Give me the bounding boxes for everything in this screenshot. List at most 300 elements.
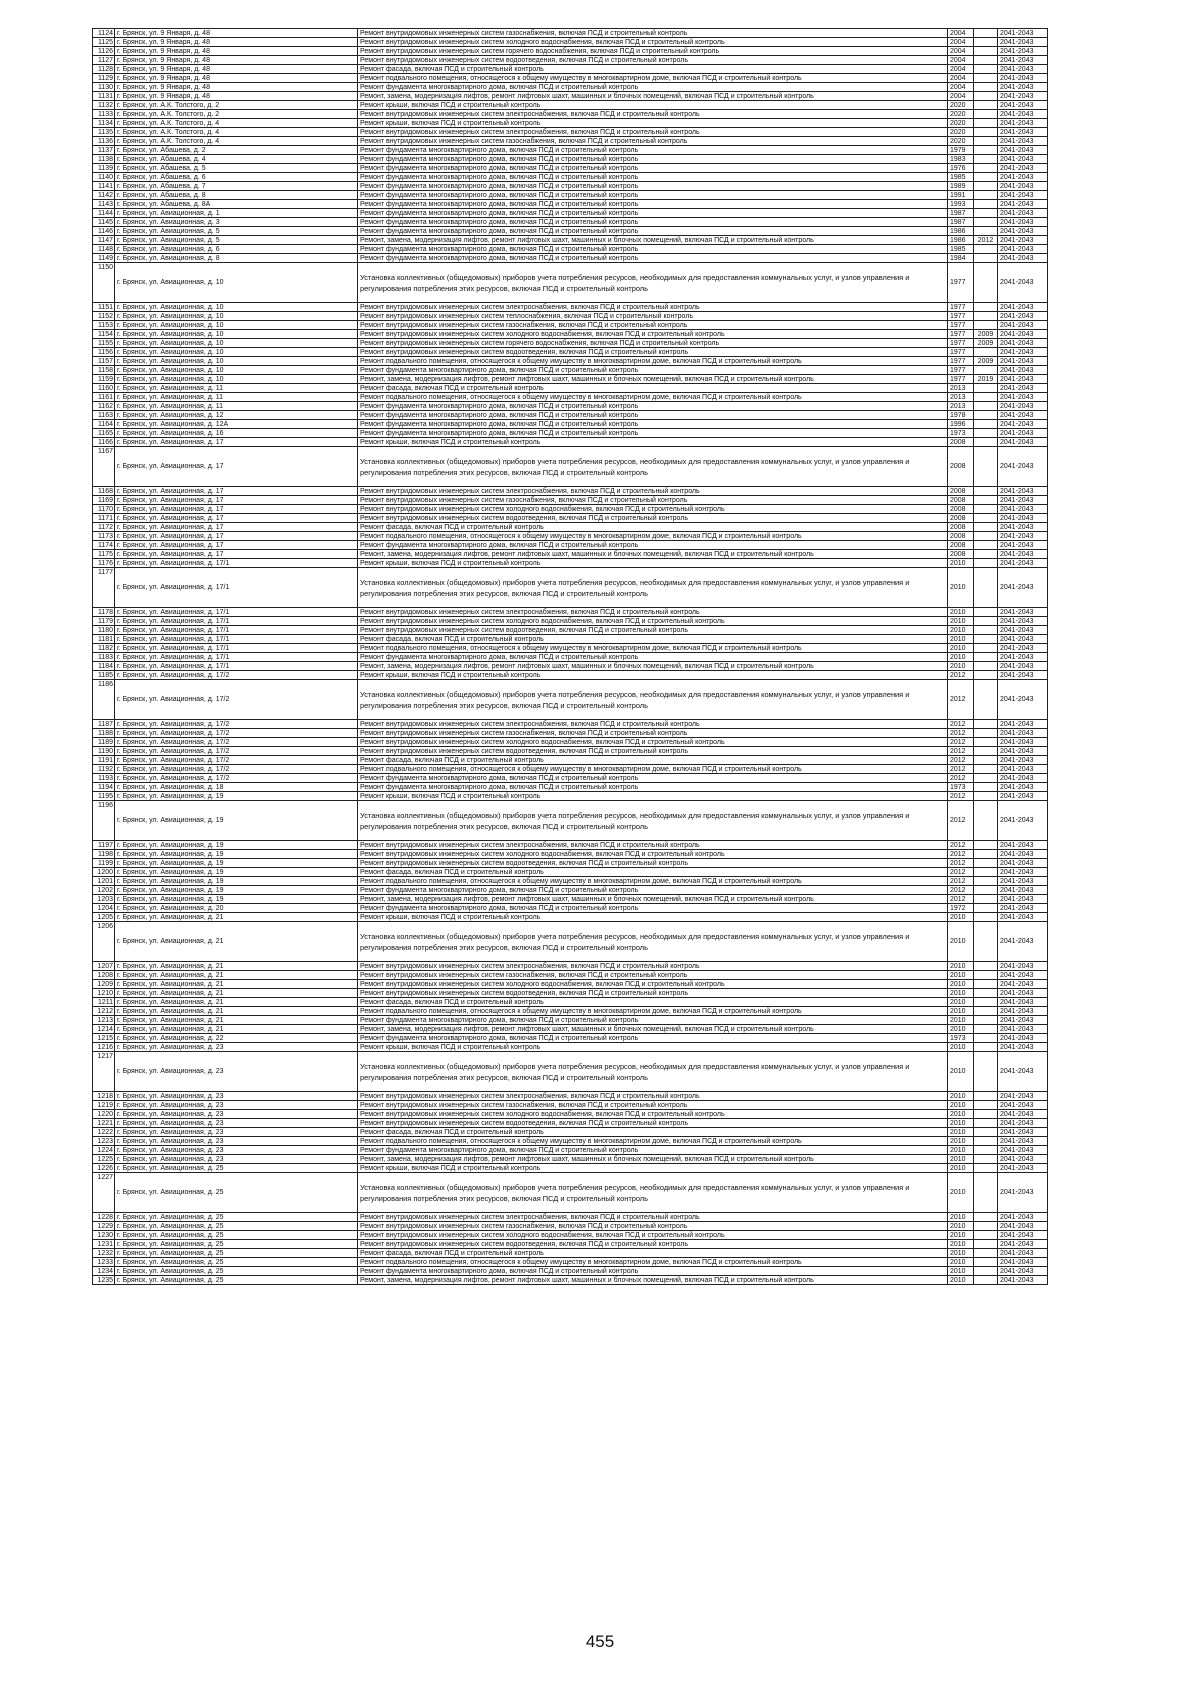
empty-cell bbox=[1048, 1007, 1145, 1016]
address-cell: г. Брянск, ул. Авиационная, д. 17/2 bbox=[115, 765, 358, 774]
prev-repair-year-cell bbox=[974, 895, 998, 904]
address-cell: г. Брянск, ул. Авиационная, д. 23 bbox=[115, 1119, 358, 1128]
address-cell: г. Брянск, ул. Авиационная, д. 23 bbox=[115, 1137, 358, 1146]
year-built-cell: 2008 bbox=[948, 496, 974, 505]
table-row bbox=[93, 110, 1145, 119]
planned-period-cell: 2041-2043 bbox=[998, 1034, 1048, 1043]
prev-repair-year-cell bbox=[974, 841, 998, 850]
planned-period-cell: 2041-2043 bbox=[998, 1231, 1048, 1240]
prev-repair-year-cell: 2009 bbox=[974, 330, 998, 339]
planned-period-cell: 2041-2043 bbox=[998, 1119, 1048, 1128]
address-cell: г. Брянск, ул. Авиационная, д. 19 bbox=[115, 886, 358, 895]
row-number: 1139 bbox=[93, 164, 115, 173]
prev-repair-year-cell bbox=[974, 671, 998, 680]
row-number: 1200 bbox=[93, 868, 115, 877]
prev-repair-year-cell: 2009 bbox=[974, 339, 998, 348]
prev-repair-year-cell bbox=[974, 420, 998, 429]
planned-period-cell: 2041-2043 bbox=[998, 1052, 1048, 1092]
work-type-cell: Ремонт фундамента многоквартирного дома, включая ПСД и строительный контроль bbox=[358, 402, 948, 411]
year-built-cell: 2004 bbox=[948, 74, 974, 83]
prev-repair-year-cell bbox=[974, 191, 998, 200]
address-cell: г. Брянск, ул. Авиационная, д. 17 bbox=[115, 550, 358, 559]
work-type-cell: Ремонт фундамента многоквартирного дома, включая ПСД и строительный контроль bbox=[358, 1267, 948, 1276]
table-row bbox=[93, 357, 1145, 366]
address-cell: г. Брянск, ул. Авиационная, д. 23 bbox=[115, 1052, 358, 1092]
address-cell: г. Брянск, ул. Авиационная, д. 20 bbox=[115, 904, 358, 913]
table-row bbox=[93, 720, 1145, 729]
planned-period-cell: 2041-2043 bbox=[998, 182, 1048, 191]
empty-cell bbox=[1048, 1128, 1145, 1137]
row-number: 1143 bbox=[93, 200, 115, 209]
year-built-cell: 1987 bbox=[948, 209, 974, 218]
work-type-cell: Ремонт внутридомовых инженерных систем водоотведения, включая ПСД и строительный контроль bbox=[358, 56, 948, 65]
work-type-cell: Ремонт фундамента многоквартирного дома, включая ПСД и строительный контроль bbox=[358, 200, 948, 209]
work-type-cell: Ремонт внутридомовых инженерных систем электроснабжения, включая ПСД и строительный контроль bbox=[358, 487, 948, 496]
work-type-cell: Ремонт внутридомовых инженерных систем электроснабжения, включая ПСД и строительный контроль bbox=[358, 962, 948, 971]
address-cell: г. Брянск, ул. Авиационная, д. 19 bbox=[115, 859, 358, 868]
year-built-cell: 2020 bbox=[948, 128, 974, 137]
work-type-cell: Ремонт фундамента многоквартирного дома, включая ПСД и строительный контроль bbox=[358, 164, 948, 173]
planned-period-cell: 2041-2043 bbox=[998, 505, 1048, 514]
table-row bbox=[93, 263, 1145, 303]
work-type-cell: Ремонт внутридомовых инженерных систем холодного водоснабжения, включая ПСД и строительный контроль bbox=[358, 1231, 948, 1240]
table-row bbox=[93, 182, 1145, 191]
empty-cell bbox=[1048, 895, 1145, 904]
prev-repair-year-cell bbox=[974, 200, 998, 209]
work-type-cell: Ремонт, замена, модернизация лифтов, ремонт лифтовых шахт, машинных и блочных помещений, включая ПСД и строительный контроль bbox=[358, 1155, 948, 1164]
planned-period-cell: 2041-2043 bbox=[998, 254, 1048, 263]
row-number: 1138 bbox=[93, 155, 115, 164]
prev-repair-year-cell bbox=[974, 227, 998, 236]
address-cell: г. Брянск, ул. Авиационная, д. 23 bbox=[115, 1110, 358, 1119]
address-cell: г. Брянск, ул. Авиационная, д. 5 bbox=[115, 227, 358, 236]
planned-period-cell: 2041-2043 bbox=[998, 747, 1048, 756]
work-type-cell: Ремонт фасада, включая ПСД и строительный контроль bbox=[358, 523, 948, 532]
row-number: 1197 bbox=[93, 841, 115, 850]
year-built-cell: 1984 bbox=[948, 254, 974, 263]
row-number: 1170 bbox=[93, 505, 115, 514]
year-built-cell: 2008 bbox=[948, 487, 974, 496]
work-type-cell: Ремонт внутридомовых инженерных систем водоотведения, включая ПСД и строительный контроль bbox=[358, 514, 948, 523]
table-row bbox=[93, 1231, 1145, 1240]
planned-period-cell: 2041-2043 bbox=[998, 904, 1048, 913]
empty-cell bbox=[1048, 1110, 1145, 1119]
row-number: 1202 bbox=[93, 886, 115, 895]
row-number: 1183 bbox=[93, 653, 115, 662]
table-row bbox=[93, 1128, 1145, 1137]
row-number: 1127 bbox=[93, 56, 115, 65]
table-row bbox=[93, 1034, 1145, 1043]
empty-cell bbox=[1048, 568, 1145, 608]
empty-cell bbox=[1048, 56, 1145, 65]
year-built-cell: 2010 bbox=[948, 989, 974, 998]
work-type-cell: Ремонт внутридомовых инженерных систем электроснабжения, включая ПСД и строительный контроль bbox=[358, 1213, 948, 1222]
prev-repair-year-cell bbox=[974, 850, 998, 859]
address-cell: г. Брянск, ул. Авиационная, д. 25 bbox=[115, 1213, 358, 1222]
year-built-cell: 1973 bbox=[948, 429, 974, 438]
planned-period-cell: 2041-2043 bbox=[998, 357, 1048, 366]
empty-cell bbox=[1048, 980, 1145, 989]
year-built-cell: 2012 bbox=[948, 792, 974, 801]
table-row bbox=[93, 886, 1145, 895]
address-cell: г. Брянск, ул. Авиационная, д. 21 bbox=[115, 989, 358, 998]
planned-period-cell: 2041-2043 bbox=[998, 263, 1048, 303]
work-type-cell: Ремонт внутридомовых инженерных систем водоотведения, включая ПСД и строительный контроль bbox=[358, 1119, 948, 1128]
year-built-cell: 2010 bbox=[948, 1007, 974, 1016]
address-cell: г. Брянск, ул. Авиационная, д. 1 bbox=[115, 209, 358, 218]
year-built-cell: 1986 bbox=[948, 236, 974, 245]
work-type-cell: Ремонт внутридомовых инженерных систем электроснабжения, включая ПСД и строительный контроль bbox=[358, 841, 948, 850]
prev-repair-year-cell bbox=[974, 1231, 998, 1240]
prev-repair-year-cell bbox=[974, 1249, 998, 1258]
planned-period-cell: 2041-2043 bbox=[998, 1137, 1048, 1146]
empty-cell bbox=[1048, 532, 1145, 541]
work-type-cell: Установка коллективных (общедомовых) приборов учета потребления ресурсов, необходимых для предоставления коммунальных услуг, и узлов управления и регулирования потребления этих ресурсов, включая ПСД и строительный контроль bbox=[358, 680, 948, 720]
empty-cell bbox=[1048, 792, 1145, 801]
planned-period-cell: 2041-2043 bbox=[998, 541, 1048, 550]
empty-cell bbox=[1048, 514, 1145, 523]
table-row bbox=[93, 850, 1145, 859]
table-row bbox=[93, 617, 1145, 626]
year-built-cell: 2010 bbox=[948, 1043, 974, 1052]
planned-period-cell: 2041-2043 bbox=[998, 559, 1048, 568]
planned-period-cell: 2041-2043 bbox=[998, 173, 1048, 182]
table-row bbox=[93, 164, 1145, 173]
row-number: 1185 bbox=[93, 671, 115, 680]
empty-cell bbox=[1048, 1267, 1145, 1276]
row-number: 1230 bbox=[93, 1231, 115, 1240]
year-built-cell: 1977 bbox=[948, 330, 974, 339]
empty-cell bbox=[1048, 200, 1145, 209]
planned-period-cell: 2041-2043 bbox=[998, 617, 1048, 626]
planned-period-cell: 2041-2043 bbox=[998, 1092, 1048, 1101]
table-row bbox=[93, 321, 1145, 330]
year-built-cell: 2004 bbox=[948, 56, 974, 65]
planned-period-cell: 2041-2043 bbox=[998, 1258, 1048, 1267]
year-built-cell: 2010 bbox=[948, 568, 974, 608]
empty-cell bbox=[1048, 164, 1145, 173]
address-cell: г. Брянск, ул. Авиационная, д. 21 bbox=[115, 998, 358, 1007]
prev-repair-year-cell bbox=[974, 662, 998, 671]
planned-period-cell: 2041-2043 bbox=[998, 895, 1048, 904]
row-number: 1224 bbox=[93, 1146, 115, 1155]
prev-repair-year-cell bbox=[974, 119, 998, 128]
row-number: 1168 bbox=[93, 487, 115, 496]
prev-repair-year-cell bbox=[974, 868, 998, 877]
address-cell: г. Брянск, ул. Абашева, д. 2 bbox=[115, 146, 358, 155]
table-row bbox=[93, 1276, 1145, 1285]
address-cell: г. Брянск, ул. Авиационная, д. 19 bbox=[115, 895, 358, 904]
year-built-cell: 1983 bbox=[948, 155, 974, 164]
address-cell: г. Брянск, ул. Авиационная, д. 19 bbox=[115, 868, 358, 877]
table-row bbox=[93, 680, 1145, 720]
empty-cell bbox=[1048, 303, 1145, 312]
row-number: 1232 bbox=[93, 1249, 115, 1258]
work-type-cell: Ремонт внутридомовых инженерных систем газоснабжения, включая ПСД и строительный контроль bbox=[358, 729, 948, 738]
prev-repair-year-cell bbox=[974, 989, 998, 998]
planned-period-cell: 2041-2043 bbox=[998, 662, 1048, 671]
address-cell: г. Брянск, ул. 9 Января, д. 48 bbox=[115, 29, 358, 38]
prev-repair-year-cell bbox=[974, 83, 998, 92]
row-number: 1132 bbox=[93, 101, 115, 110]
year-built-cell: 2008 bbox=[948, 447, 974, 487]
empty-cell bbox=[1048, 1034, 1145, 1043]
row-number: 1153 bbox=[93, 321, 115, 330]
empty-cell bbox=[1048, 998, 1145, 1007]
planned-period-cell: 2041-2043 bbox=[998, 801, 1048, 841]
empty-cell bbox=[1048, 393, 1145, 402]
address-cell: г. Брянск, ул. Авиационная, д. 8 bbox=[115, 254, 358, 263]
year-built-cell: 2010 bbox=[948, 922, 974, 962]
prev-repair-year-cell bbox=[974, 913, 998, 922]
empty-cell bbox=[1048, 312, 1145, 321]
row-number: 1192 bbox=[93, 765, 115, 774]
year-built-cell: 1973 bbox=[948, 783, 974, 792]
prev-repair-year-cell bbox=[974, 254, 998, 263]
address-cell: г. Брянск, ул. Авиационная, д. 17/2 bbox=[115, 720, 358, 729]
planned-period-cell: 2041-2043 bbox=[998, 200, 1048, 209]
address-cell: г. Брянск, ул. Авиационная, д. 18 bbox=[115, 783, 358, 792]
prev-repair-year-cell bbox=[974, 738, 998, 747]
address-cell: г. Брянск, ул. Авиационная, д. 17/1 bbox=[115, 568, 358, 608]
planned-period-cell: 2041-2043 bbox=[998, 429, 1048, 438]
prev-repair-year-cell bbox=[974, 783, 998, 792]
work-type-cell: Ремонт крыши, включая ПСД и строительный контроль bbox=[358, 1043, 948, 1052]
empty-cell bbox=[1048, 218, 1145, 227]
prev-repair-year-cell bbox=[974, 348, 998, 357]
work-type-cell: Ремонт внутридомовых инженерных систем газоснабжения, включая ПСД и строительный контроль bbox=[358, 29, 948, 38]
prev-repair-year-cell bbox=[974, 137, 998, 146]
row-number: 1147 bbox=[93, 236, 115, 245]
year-built-cell: 2012 bbox=[948, 671, 974, 680]
empty-cell bbox=[1048, 236, 1145, 245]
row-number: 1203 bbox=[93, 895, 115, 904]
prev-repair-year-cell bbox=[974, 218, 998, 227]
address-cell: г. Брянск, ул. Авиационная, д. 17/1 bbox=[115, 559, 358, 568]
address-cell: г. Брянск, ул. А.К. Толстого, д. 4 bbox=[115, 119, 358, 128]
year-built-cell: 2020 bbox=[948, 119, 974, 128]
work-type-cell: Ремонт крыши, включая ПСД и строительный контроль bbox=[358, 913, 948, 922]
prev-repair-year-cell bbox=[974, 146, 998, 155]
planned-period-cell: 2041-2043 bbox=[998, 1155, 1048, 1164]
prev-repair-year-cell bbox=[974, 568, 998, 608]
empty-cell bbox=[1048, 671, 1145, 680]
row-number: 1141 bbox=[93, 182, 115, 191]
work-type-cell: Ремонт фундамента многоквартирного дома, включая ПСД и строительный контроль bbox=[358, 254, 948, 263]
address-cell: г. Брянск, ул. Авиационная, д. 23 bbox=[115, 1101, 358, 1110]
address-cell: г. Брянск, ул. Авиационная, д. 10 bbox=[115, 303, 358, 312]
row-number: 1178 bbox=[93, 608, 115, 617]
prev-repair-year-cell bbox=[974, 1137, 998, 1146]
prev-repair-year-cell bbox=[974, 729, 998, 738]
planned-period-cell: 2041-2043 bbox=[998, 720, 1048, 729]
year-built-cell: 2012 bbox=[948, 868, 974, 877]
row-number: 1174 bbox=[93, 541, 115, 550]
empty-cell bbox=[1048, 738, 1145, 747]
work-type-cell: Ремонт крыши, включая ПСД и строительный контроль bbox=[358, 101, 948, 110]
planned-period-cell: 2041-2043 bbox=[998, 514, 1048, 523]
work-type-cell: Ремонт внутридомовых инженерных систем холодного водоснабжения, включая ПСД и строительный контроль bbox=[358, 850, 948, 859]
table-row bbox=[93, 514, 1145, 523]
empty-cell bbox=[1048, 402, 1145, 411]
address-cell: г. Брянск, ул. Авиационная, д. 10 bbox=[115, 366, 358, 375]
row-number: 1167 bbox=[93, 447, 115, 487]
empty-cell bbox=[1048, 254, 1145, 263]
prev-repair-year-cell bbox=[974, 74, 998, 83]
planned-period-cell: 2041-2043 bbox=[998, 303, 1048, 312]
table-row bbox=[93, 505, 1145, 514]
prev-repair-year-cell bbox=[974, 550, 998, 559]
empty-cell bbox=[1048, 1173, 1145, 1213]
planned-period-cell: 2041-2043 bbox=[998, 644, 1048, 653]
address-cell: г. Брянск, ул. Авиационная, д. 17/2 bbox=[115, 774, 358, 783]
row-number: 1158 bbox=[93, 366, 115, 375]
year-built-cell: 2012 bbox=[948, 877, 974, 886]
planned-period-cell: 2041-2043 bbox=[998, 74, 1048, 83]
row-number: 1172 bbox=[93, 523, 115, 532]
address-cell: г. Брянск, ул. Авиационная, д. 25 bbox=[115, 1276, 358, 1285]
row-number: 1204 bbox=[93, 904, 115, 913]
prev-repair-year-cell bbox=[974, 747, 998, 756]
table-row bbox=[93, 783, 1145, 792]
planned-period-cell: 2041-2043 bbox=[998, 626, 1048, 635]
year-built-cell: 2004 bbox=[948, 65, 974, 74]
year-built-cell: 2010 bbox=[948, 998, 974, 1007]
prev-repair-year-cell bbox=[974, 447, 998, 487]
work-type-cell: Ремонт подвального помещения, относящегося к общему имуществу в многоквартирном доме, включая ПСД и строительный контроль bbox=[358, 765, 948, 774]
address-cell: г. Брянск, ул. Авиационная, д. 17/2 bbox=[115, 747, 358, 756]
work-type-cell: Ремонт подвального помещения, относящегося к общему имуществу в многоквартирном доме, включая ПСД и строительный контроль bbox=[358, 1007, 948, 1016]
address-cell: г. Брянск, ул. Авиационная, д. 19 bbox=[115, 841, 358, 850]
address-cell: г. Брянск, ул. Авиационная, д. 17/1 bbox=[115, 662, 358, 671]
planned-period-cell: 2041-2043 bbox=[998, 447, 1048, 487]
row-number: 1235 bbox=[93, 1276, 115, 1285]
year-built-cell: 2008 bbox=[948, 541, 974, 550]
empty-cell bbox=[1048, 209, 1145, 218]
empty-cell bbox=[1048, 128, 1145, 137]
empty-cell bbox=[1048, 438, 1145, 447]
row-number: 1188 bbox=[93, 729, 115, 738]
work-type-cell: Ремонт внутридомовых инженерных систем электроснабжения, включая ПСД и строительный контроль bbox=[358, 1092, 948, 1101]
prev-repair-year-cell bbox=[974, 1276, 998, 1285]
planned-period-cell: 2041-2043 bbox=[998, 1007, 1048, 1016]
table-row bbox=[93, 971, 1145, 980]
year-built-cell: 1972 bbox=[948, 904, 974, 913]
address-cell: г. Брянск, ул. Авиационная, д. 3 bbox=[115, 218, 358, 227]
year-built-cell: 2010 bbox=[948, 1240, 974, 1249]
empty-cell bbox=[1048, 110, 1145, 119]
year-built-cell: 1977 bbox=[948, 263, 974, 303]
planned-period-cell: 2041-2043 bbox=[998, 83, 1048, 92]
year-built-cell: 2010 bbox=[948, 1119, 974, 1128]
planned-period-cell: 2041-2043 bbox=[998, 1213, 1048, 1222]
address-cell: г. Брянск, ул. Авиационная, д. 17/1 bbox=[115, 635, 358, 644]
prev-repair-year-cell bbox=[974, 101, 998, 110]
table-row bbox=[93, 393, 1145, 402]
address-cell: г. Брянск, ул. Авиационная, д. 11 bbox=[115, 384, 358, 393]
year-built-cell: 1996 bbox=[948, 420, 974, 429]
planned-period-cell: 2041-2043 bbox=[998, 738, 1048, 747]
empty-cell bbox=[1048, 1213, 1145, 1222]
row-number: 1213 bbox=[93, 1016, 115, 1025]
row-number: 1134 bbox=[93, 119, 115, 128]
year-built-cell: 2013 bbox=[948, 384, 974, 393]
empty-cell bbox=[1048, 765, 1145, 774]
table-row bbox=[93, 1110, 1145, 1119]
work-type-cell: Ремонт фасада, включая ПСД и строительный контроль bbox=[358, 635, 948, 644]
table-row bbox=[93, 155, 1145, 164]
table-row bbox=[93, 137, 1145, 146]
planned-period-cell: 2041-2043 bbox=[998, 886, 1048, 895]
address-cell: г. Брянск, ул. Авиационная, д. 12 bbox=[115, 411, 358, 420]
year-built-cell: 2012 bbox=[948, 841, 974, 850]
row-number: 1231 bbox=[93, 1240, 115, 1249]
address-cell: г. Брянск, ул. Абашева, д. 6 bbox=[115, 173, 358, 182]
prev-repair-year-cell bbox=[974, 541, 998, 550]
table-row bbox=[93, 608, 1145, 617]
work-type-cell: Ремонт фундамента многоквартирного дома, включая ПСД и строительный контроль bbox=[358, 366, 948, 375]
address-cell: г. Брянск, ул. Авиационная, д. 6 bbox=[115, 245, 358, 254]
planned-period-cell: 2041-2043 bbox=[998, 1267, 1048, 1276]
address-cell: г. Брянск, ул. Авиационная, д. 10 bbox=[115, 339, 358, 348]
empty-cell bbox=[1048, 101, 1145, 110]
planned-period-cell: 2041-2043 bbox=[998, 119, 1048, 128]
table-row bbox=[93, 101, 1145, 110]
empty-cell bbox=[1048, 173, 1145, 182]
work-type-cell: Ремонт фундамента многоквартирного дома, включая ПСД и строительный контроль bbox=[358, 1146, 948, 1155]
empty-cell bbox=[1048, 635, 1145, 644]
planned-period-cell: 2041-2043 bbox=[998, 245, 1048, 254]
table-row bbox=[93, 29, 1145, 38]
prev-repair-year-cell bbox=[974, 514, 998, 523]
empty-cell bbox=[1048, 1276, 1145, 1285]
table-row bbox=[93, 1101, 1145, 1110]
work-type-cell: Ремонт фасада, включая ПСД и строительный контроль bbox=[358, 998, 948, 1007]
address-cell: г. Брянск, ул. Авиационная, д. 10 bbox=[115, 357, 358, 366]
prev-repair-year-cell bbox=[974, 411, 998, 420]
planned-period-cell: 2041-2043 bbox=[998, 653, 1048, 662]
empty-cell bbox=[1048, 1231, 1145, 1240]
prev-repair-year-cell bbox=[974, 173, 998, 182]
planned-period-cell: 2041-2043 bbox=[998, 110, 1048, 119]
row-number: 1226 bbox=[93, 1164, 115, 1173]
planned-period-cell: 2041-2043 bbox=[998, 164, 1048, 173]
work-type-cell: Ремонт, замена, модернизация лифтов, ремонт лифтовых шахт, машинных и блочных помещений, включая ПСД и строительный контроль bbox=[358, 550, 948, 559]
empty-cell bbox=[1048, 137, 1145, 146]
planned-period-cell: 2041-2043 bbox=[998, 348, 1048, 357]
prev-repair-year-cell bbox=[974, 617, 998, 626]
planned-period-cell: 2041-2043 bbox=[998, 680, 1048, 720]
address-cell: г. Брянск, ул. Абашева, д. 7 bbox=[115, 182, 358, 191]
year-built-cell: 2010 bbox=[948, 1101, 974, 1110]
work-type-cell: Установка коллективных (общедомовых) приборов учета потребления ресурсов, необходимых для предоставления коммунальных услуг, и узлов управления и регулирования потребления этих ресурсов, включая ПСД и строительный контроль bbox=[358, 1173, 948, 1213]
row-number: 1220 bbox=[93, 1110, 115, 1119]
empty-cell bbox=[1048, 523, 1145, 532]
address-cell: г. Брянск, ул. Авиационная, д. 12А bbox=[115, 420, 358, 429]
planned-period-cell: 2041-2043 bbox=[998, 671, 1048, 680]
row-number: 1171 bbox=[93, 514, 115, 523]
address-cell: г. Брянск, ул. 9 Января, д. 48 bbox=[115, 65, 358, 74]
row-number: 1223 bbox=[93, 1137, 115, 1146]
planned-period-cell: 2041-2043 bbox=[998, 1164, 1048, 1173]
work-type-cell: Ремонт крыши, включая ПСД и строительный контроль bbox=[358, 119, 948, 128]
table-row bbox=[93, 1249, 1145, 1258]
row-number: 1149 bbox=[93, 254, 115, 263]
prev-repair-year-cell bbox=[974, 393, 998, 402]
row-number: 1148 bbox=[93, 245, 115, 254]
planned-period-cell: 2041-2043 bbox=[998, 729, 1048, 738]
row-number: 1154 bbox=[93, 330, 115, 339]
